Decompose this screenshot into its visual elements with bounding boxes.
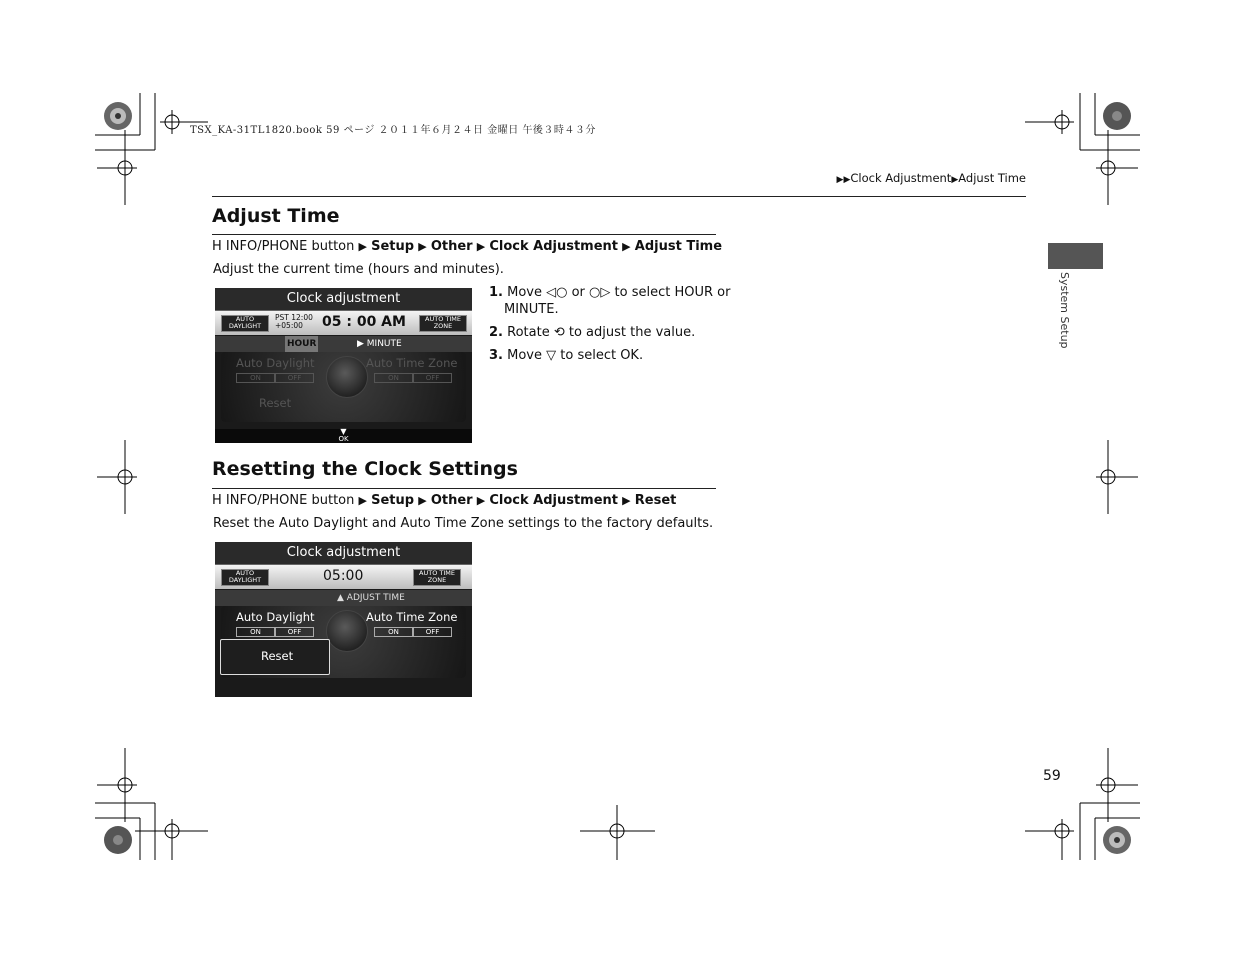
section-description: Adjust the current time (hours and minutes). [213, 262, 504, 277]
breadcrumb-item: Clock Adjustment [850, 171, 952, 185]
timezone-readout [275, 314, 313, 330]
tz-line: PST 12:00 [275, 313, 313, 322]
tz-line: +05:00 [275, 321, 303, 330]
nav-path: H INFO/PHONE button ▶ Setup ▶ Other ▶ Clock Adjustment ▶ Reset [212, 493, 677, 508]
header-rule [212, 196, 1026, 197]
auto-daylight-label: Auto Daylight [236, 610, 315, 624]
rotate-dial-icon: ⟲ [553, 325, 565, 340]
section-description: Reset the Auto Daylight and Auto Time Zone settings to the factory defaults. [213, 516, 714, 531]
section-title: Adjust Time [212, 205, 340, 227]
path-item: Setup [371, 239, 415, 254]
timezone-off-button[interactable]: OFF [413, 373, 452, 383]
path-item: Other [430, 239, 473, 254]
right-dial-icon: ○▷ [589, 285, 611, 300]
auto-time-zone-label: Auto Time Zone [366, 610, 458, 624]
time-display: 05 : 00 AM [322, 314, 406, 330]
timezone-off-button[interactable]: OFF [413, 627, 452, 637]
auto-daylight-label: Auto Daylight [236, 356, 315, 370]
step-item: 1. Move ◁○ or ○▷ to select HOUR or MINUTE. [489, 285, 731, 317]
auto-time-zone-button[interactable]: AUTO TIME ZONE [413, 569, 461, 586]
section-label: System Setup [1058, 272, 1071, 349]
reset-button[interactable] [220, 639, 330, 675]
step-item: 3. Move ▽ to select OK. [489, 348, 644, 363]
path-item: Reset [634, 493, 677, 508]
hour-option[interactable]: HOUR [285, 336, 318, 352]
screen-title: Clock adjustment [215, 288, 472, 311]
ok-button[interactable]: OK [338, 435, 349, 443]
reset-option[interactable]: Reset [259, 396, 292, 410]
breadcrumb-prefix: ▶▶ [836, 175, 851, 185]
path-item: Clock Adjustment [489, 493, 619, 508]
path-start: INFO/PHONE button [225, 493, 355, 508]
interface-dial-icon [326, 610, 368, 652]
screen-body [221, 352, 466, 422]
path-item: Setup [371, 493, 415, 508]
time-display: 05:00 [323, 568, 364, 584]
auto-time-zone-label: Auto Time Zone [366, 356, 458, 370]
breadcrumb-item: Adjust Time [958, 171, 1026, 185]
breadcrumb [837, 171, 1026, 185]
down-arrow-icon: ▼ [340, 427, 347, 436]
down-dial-icon: ▽ [546, 348, 557, 363]
daylight-on-button[interactable]: ON [236, 627, 275, 637]
path-start: INFO/PHONE button [225, 239, 355, 254]
reset-label: Reset [261, 649, 294, 663]
page-number: 59 [1043, 768, 1061, 784]
auto-daylight-button[interactable]: AUTO DAYLIGHT [221, 315, 269, 332]
info-button-icon: H [212, 493, 222, 508]
interface-dial-icon [326, 356, 368, 398]
nav-path: H INFO/PHONE button ▶ Setup ▶ Other ▶ Clock Adjustment ▶ Adjust Time [212, 239, 723, 254]
print-header: TSX_KA-31TL1820.book 59 ページ ２０１１年６月２４日 金曜日 午後３時４３分 [190, 125, 596, 136]
timezone-on-button[interactable]: ON [374, 627, 413, 637]
step-item: 2. Rotate ⟲ to adjust the value. [489, 325, 696, 340]
daylight-off-button[interactable]: OFF [275, 373, 314, 383]
screen-time-band [215, 311, 472, 335]
section-rule [212, 488, 716, 489]
breadcrumb-separator: ▶ [951, 175, 959, 185]
clock-screen-reset [215, 542, 472, 697]
section-tab [1048, 243, 1103, 269]
daylight-on-button[interactable]: ON [236, 373, 275, 383]
left-dial-icon: ◁○ [546, 285, 568, 300]
screen-title: Clock adjustment [215, 542, 472, 565]
auto-time-zone-button[interactable]: AUTO TIME ZONE [419, 315, 467, 332]
adjust-time-band [215, 590, 472, 606]
step-list [489, 284, 730, 370]
adjust-time-option[interactable]: ▲ ADJUST TIME [337, 593, 405, 603]
daylight-off-button[interactable]: OFF [275, 627, 314, 637]
minute-option[interactable]: ▶ MINUTE [357, 339, 402, 349]
auto-daylight-button[interactable]: AUTO DAYLIGHT [221, 569, 269, 586]
path-item: Other [430, 493, 473, 508]
screen-time-band [215, 565, 472, 589]
ok-bar [215, 429, 472, 443]
info-button-icon: H [212, 239, 222, 254]
timezone-on-button[interactable]: ON [374, 373, 413, 383]
section-title: Resetting the Clock Settings [212, 458, 518, 480]
path-item: Clock Adjustment [489, 239, 619, 254]
clock-screen-adjust [215, 288, 472, 443]
section-rule [212, 234, 716, 235]
hour-minute-band [215, 336, 472, 352]
path-item: Adjust Time [634, 239, 723, 254]
